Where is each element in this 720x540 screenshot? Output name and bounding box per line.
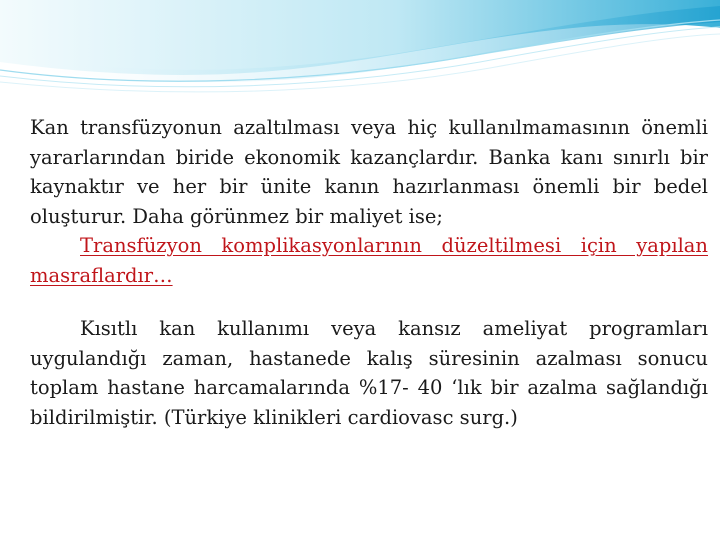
paragraph-cost-reduction	[30, 314, 708, 432]
paragraph-gap	[30, 290, 708, 314]
slide-body	[30, 113, 708, 432]
paragraph-2-text: Kısıtlı kan kullanımı veya kansız ameliyat programları uygulandığı zaman, hastanede kalış süresinin azalması sonucu toplam hastane harcamalarında %17- 40 ‘lık bir azalma sağlandığı bildirilmiştir. (Türkiye klinikleri cardiovasc surg.)	[30, 317, 708, 429]
paragraph-economic-benefits	[30, 113, 708, 290]
highlighted-complication-cost: Transfüzyon komplikasyonlarının düzeltilmesi için yapılan masraflardır…	[30, 234, 708, 287]
paragraph-1-text: Kan transfüzyonun azaltılması veya hiç kullanılmamasının önemli yararlarından biride ekonomik kazançlardır. Banka kanı sınırlı bir kaynaktır ve her bir ünite kanın hazırlanması önemli bir bedel oluşturur. Daha görünmez bir maliyet ise;	[30, 116, 708, 228]
decorative-wave-header	[0, 0, 720, 95]
